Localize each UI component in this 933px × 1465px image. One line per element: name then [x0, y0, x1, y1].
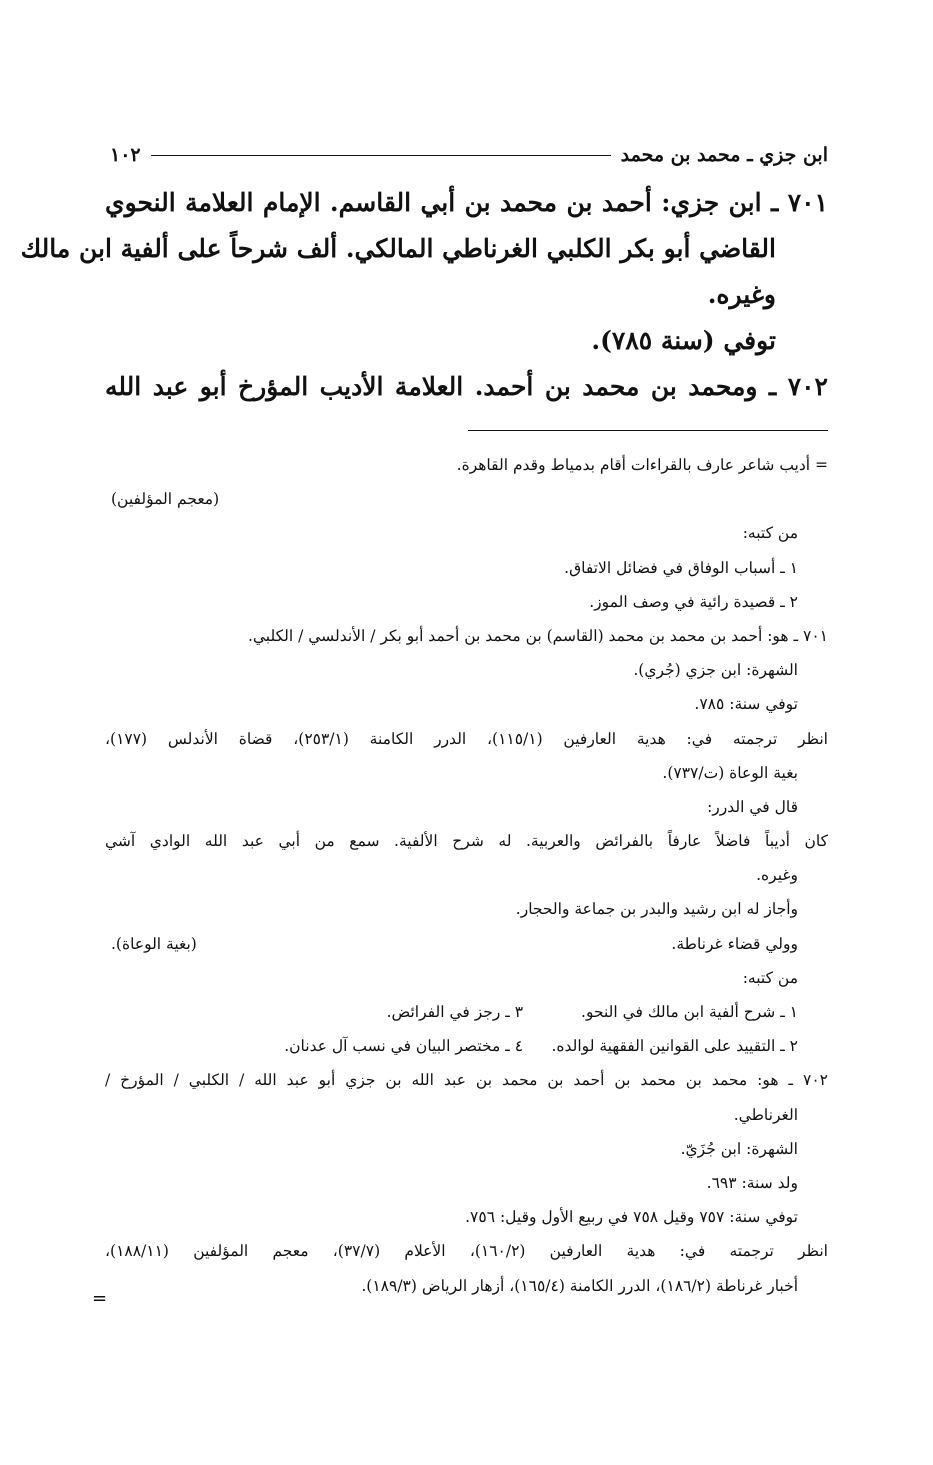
main-text [20, 180, 828, 410]
footnote-continuation-source-line [105, 482, 828, 516]
running-header [110, 140, 828, 170]
note-701-said: قال في الدرر: [707, 797, 798, 816]
quote-source: (بغية الوعاة). [111, 934, 197, 953]
footnotes [105, 448, 828, 1303]
note-702-references: انظر ترجمته في: هدية العارفين (١٦٠/٢)، الأعلام (٣٧/٧)، معجم المؤلفين (١٨٨/١١)، [105, 1242, 828, 1261]
note-701-identity: ٧٠١ ـ هو: أحمد بن محمد بن محمد (القاسم) بن محمد بن أحمد أبو بكر / الأندلسي / الكلبي. [247, 626, 828, 645]
book-item: ١ ـ أسباب الوفاق في فضائل الاتفاق. [564, 558, 798, 577]
note-702-fame: الشهرة: ابن جُزَيّ. [680, 1139, 798, 1158]
books-row-2 [105, 1029, 828, 1063]
entry-701-line-3: وغيره. [707, 280, 776, 309]
books-heading-1: من كتبه: [742, 524, 798, 543]
judge-text: وولي قضاء غرناطة. [671, 934, 798, 953]
note-702-born: ولد سنة: ٦٩٣. [706, 1173, 798, 1192]
continuation-source: (معجم المؤلفين) [111, 490, 220, 509]
note-701-fame: الشهرة: ابن جزي (جُري). [633, 661, 798, 680]
book-item: ٣ ـ رجز في الفرائض. [386, 1003, 524, 1021]
note-702-identity-cont: الغرناطي. [733, 1105, 798, 1124]
note-701-references: انظر ترجمته في: هدية العارفين (١١٥/١)، الدرر الكامنة (٢٥٣/١)، قضاة الأندلس (١٧٧)، [105, 729, 828, 748]
running-title: ابن جزي ـ محمد بن محمد [620, 144, 828, 166]
entry-701-line-2: القاضي أبو بكر الكلبي الغرناطي المالكي. ألف شرحاً على ألفية ابن مالك [20, 234, 776, 263]
footnote-separator [468, 430, 828, 431]
note-702-identity: ٧٠٢ ـ هو: محمد بن محمد بن أحمد بن محمد بن عبد الله بن جزي أبو عبد الله / الكلبي / المؤرخ / [105, 1071, 828, 1090]
note-701-references-cont: بغية الوعاة (ت/٧٣٧). [662, 763, 798, 782]
footnote-continuation [105, 448, 828, 482]
note-702-death: توفي سنة: ٧٥٧ وقيل ٧٥٨ في ربيع الأول وقيل: ٧٥٦. [465, 1208, 798, 1227]
book-item: ٤ ـ مختصر البيان في نسب آل عدنان. [284, 1037, 524, 1056]
entry-702-line-1: ٧٠٢ ـ ومحمد بن محمد بن أحمد. العلامة الأديب المؤرخ أبو عبد الله [105, 372, 828, 401]
book-item: ٢ ـ قصيدة رائية في وصف الموز. [589, 592, 798, 611]
book-item: ١ ـ شرح ألفية ابن مالك في النحو. [581, 1003, 798, 1021]
note-701-quote-judge [105, 927, 828, 961]
note-701-death: توفي سنة: ٧٨٥. [694, 695, 798, 714]
note-701-quote: كان أديباً فاضلاً عارفاً بالفرائض والعربية. له شرح الألفية. سمع من أبي عبد الله الوادي آشي [105, 832, 828, 851]
note-701-quote-ijaza: وأجاز له ابن رشيد والبدر بن جماعة والحجار. [515, 900, 798, 919]
note-702-references-cont: أخبار غرناطة (١٨٦/٢)، الدرر الكامنة (١٦٥/٤)، أزهار الرياض (١٨٩/٣). [361, 1276, 798, 1295]
books-row-1 [105, 995, 828, 1029]
continuation-text: = أديب شاعر عارف بالقراءات أقام بدمياط وقدم القاهرة. [456, 456, 828, 474]
entry-701-death: توفي (سنة ٧٨٥). [591, 326, 776, 355]
page-number: ١٠٢ [110, 144, 141, 166]
note-701-quote-cont: وغيره. [756, 866, 798, 885]
entry-701-line-1: ٧٠١ ـ ابن جزي: أحمد بن محمد بن أبي القاسم. الإمام العلامة النحوي [105, 188, 828, 217]
book-item: ٢ ـ التقييد على القوانين الفقهية لوالده. [551, 1037, 798, 1056]
continuation-mark: = [92, 1288, 108, 1309]
books-heading-2: من كتبه: [742, 968, 798, 987]
header-rule [151, 155, 611, 156]
